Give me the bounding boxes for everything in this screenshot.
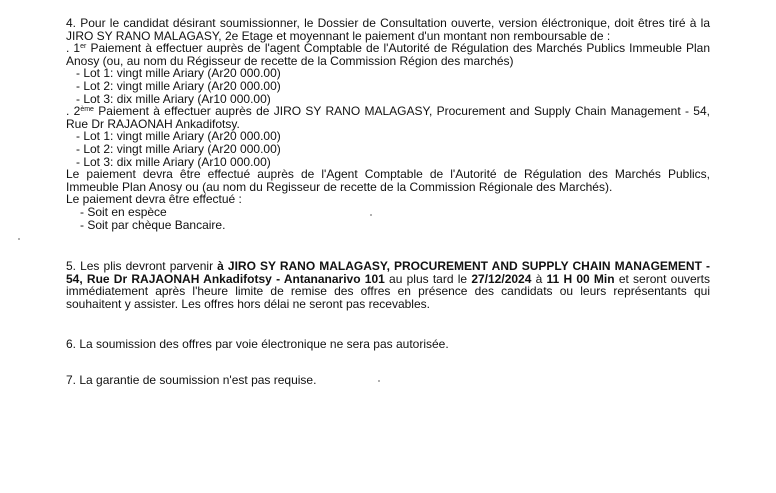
payment-2-lot-1: - Lot 1: vingt mille Ariary (Ar20 000.00): [76, 129, 281, 144]
section-6: [66, 338, 710, 351]
section-5-address: 54, Rue Dr RAJAONAH Ankadifotsy - Antananarivo 101: [66, 271, 385, 286]
section-4-intro-line-2: JIRO SY RANO MALAGASY, 2e Etage et moyennant le paiement d'un montant non remboursable de :: [66, 28, 611, 43]
section-5-date: 27/12/2024: [471, 271, 532, 286]
payment-2-number: . 2: [66, 104, 81, 119]
payment-1-lot-1: - Lot 1: vingt mille Ariary (Ar20 000.00): [76, 66, 281, 81]
section-7-text: 7. La garantie de soumission n'est pas requise.: [66, 373, 317, 388]
section-7: [66, 374, 710, 387]
section-6-text: 6. La soumission des offres par voie électronique ne sera pas autorisée.: [66, 337, 449, 352]
scan-speck: [378, 380, 380, 382]
section-5-time: 11 H 00 Min: [546, 271, 615, 286]
payment-2-text: Paiement à effectuer auprès de JIRO SY RANO MALAGASY, Procurement and Supply Chain Management - 54,: [93, 104, 710, 119]
payment-1-lot-3: - Lot 3: dix mille Ariary (Ar10 000.00): [76, 91, 271, 106]
payment-1-line-1: [66, 42, 710, 55]
section-4-intro-line-1: 4. Pour le candidat désirant soumissionner, le Dossier de Consultation ouverte, version éléctronique, doit êtres tiré à la: [66, 16, 710, 30]
section-5-lead: 5. Les plis devront parvenir: [66, 259, 218, 274]
payment-method-cheque: - Soit par chèque Bancaire.: [80, 217, 226, 232]
payment-1-number: . 1: [66, 41, 81, 56]
section-5: [66, 260, 710, 310]
payment-2-ordinal: ème: [80, 106, 94, 114]
payment-2-line-2: Rue Dr RAJAONAH Ankadifotsy.: [66, 116, 240, 131]
payment-2-lot-2: - Lot 2: vingt mille Ariary (Ar20 000.00): [76, 141, 281, 156]
payment-1-text: Paiement à effectuer auprès de l'agent Comptable de l'Autorité de Régulation des Marchés Publics Immeuble Plan: [86, 41, 710, 56]
payment-1-line-2: Anosy (ou, au nom du Régisseur de recette de la Commission Région des marchés): [66, 53, 514, 68]
section-5-recipient: à JIRO SY RANO MALAGASY, PROCUREMENT AND SUPPLY CHAIN MANAGEMENT -: [217, 259, 710, 274]
payment-2-lot-3: - Lot 3: dix mille Ariary (Ar10 000.00): [76, 154, 271, 169]
section-5-tail: et seront ouverts: [614, 271, 710, 286]
payment-2-line-1: [66, 105, 710, 118]
payment-info-line-1: Le paiement devra être effectué auprès de l'Agent Comptable de l'Autorité de Régulation des Marchés Publics,: [66, 167, 710, 182]
payment-info-line-2: Immeuble Plan Anosy ou (au nom du Regisseur de recette de la Commission Régionale des Marchés).: [66, 179, 613, 194]
scan-speck: [18, 238, 20, 240]
section-5-line-4: souhaitent y assister. Les offres hors délai ne seront pas recevables.: [66, 296, 430, 311]
payment-method-cash: - Soit en espèce: [80, 204, 167, 219]
document-body: [66, 17, 710, 387]
section-5-deadline-lead: au plus tard le: [384, 271, 472, 286]
payment-info-line-3: Le paiement devra être effectué :: [66, 192, 242, 207]
section-4: [66, 17, 710, 231]
section-5-at: à: [531, 271, 547, 286]
payment-1-lot-2: - Lot 2: vingt mille Ariary (Ar20 000.00): [76, 78, 281, 93]
scan-speck: [370, 214, 372, 216]
section-5-line-3: immédiatement après l'heure limite de remise des offres en présence des candidats ou leurs représentants qui: [66, 284, 710, 299]
payment-1-ordinal: er: [80, 43, 87, 51]
